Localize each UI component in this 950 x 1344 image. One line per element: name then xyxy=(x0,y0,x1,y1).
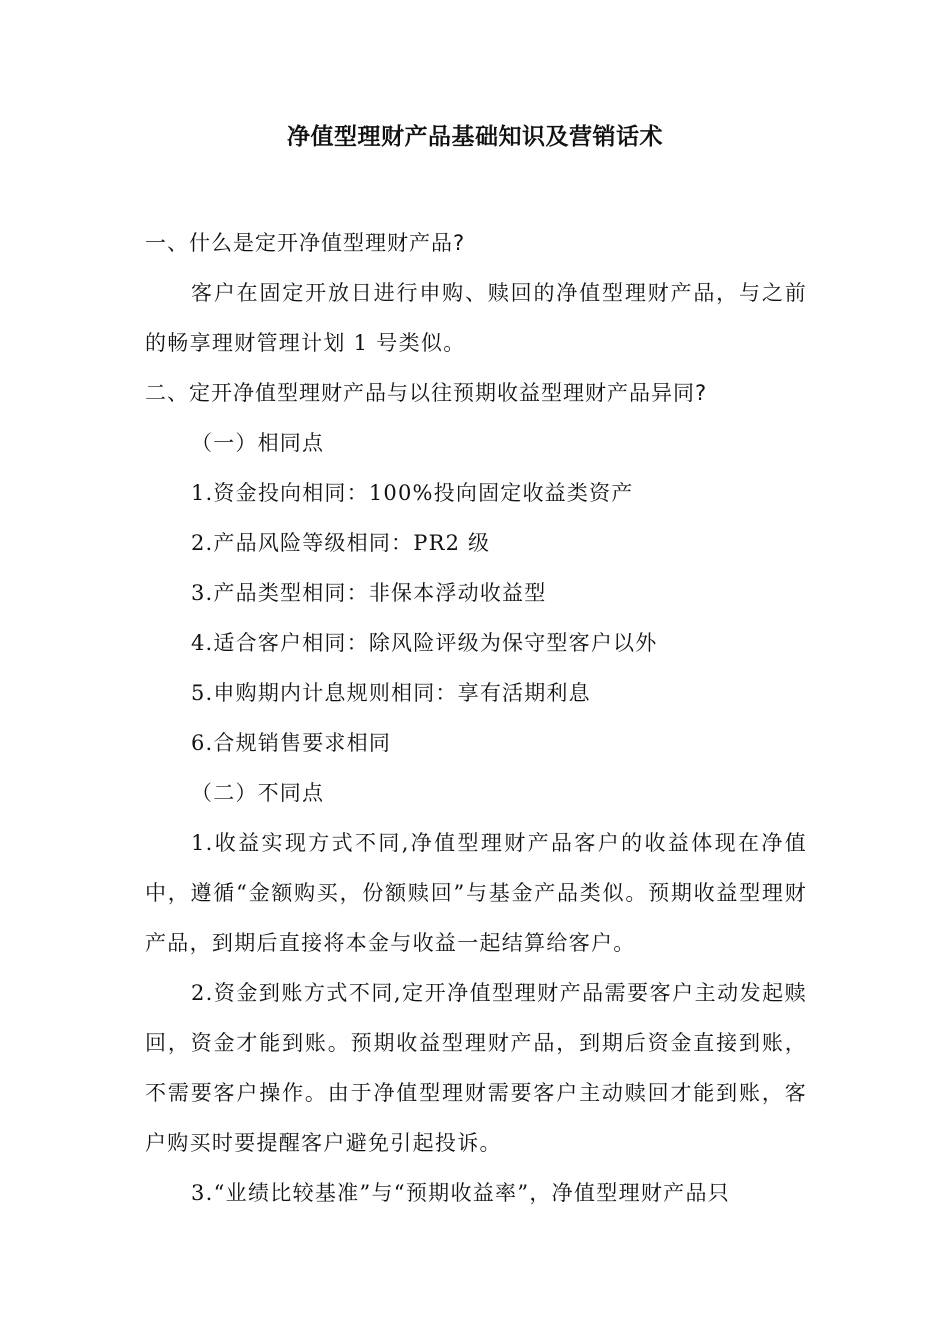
section-1-paragraph: 客户在固定开放日进行申购、赎回的净值型理财产品，与之前的畅享理财管理计划 1 号类似。 xyxy=(145,281,807,355)
similarities-label: （一）相同点 xyxy=(191,431,325,455)
difference-item: 1.收益实现方式不同,净值型理财产品客户的收益体现在净值中，遵循“金额购买，份额赎回”与基金产品类似。预期收益型理财产品，到期后直接将本金与收益一起结算给客户。 xyxy=(145,831,807,955)
section-2-heading: 二、定开净值型理财产品与以往预期收益型理财产品异同? xyxy=(145,381,708,405)
similarity-item: 2.产品风险等级相同：PR2 级 xyxy=(191,531,491,555)
differences-label: （二）不同点 xyxy=(191,781,325,805)
difference-item: 3.“业绩比较基准”与“预期收益率”，净值型理财产品只 xyxy=(191,1181,731,1205)
document-title: 净值型理财产品基础知识及营销话术 xyxy=(287,124,663,150)
difference-item: 2.资金到账方式不同,定开净值型理财产品需要客户主动发起赎回，资金才能到账。预期收益型理财产品，到期后资金直接到账，不需要客户操作。由于净值型理财需要客户主动赎回才能到账，客户购买时要提醒客户避免引起投诉。 xyxy=(145,981,807,1155)
document-body xyxy=(145,218,807,1218)
similarity-item: 5.申购期内计息规则相同：享有活期利息 xyxy=(191,681,591,705)
section-1-heading: 一、什么是定开净值型理财产品? xyxy=(145,231,466,255)
similarity-item: 4.适合客户相同：除风险评级为保守型客户以外 xyxy=(191,631,658,655)
similarity-item: 6.合规销售要求相同 xyxy=(191,731,392,755)
similarity-item: 3.产品类型相同：非保本浮动收益型 xyxy=(191,581,547,605)
similarity-item: 1.资金投向相同：100%投向固定收益类资产 xyxy=(191,481,634,505)
